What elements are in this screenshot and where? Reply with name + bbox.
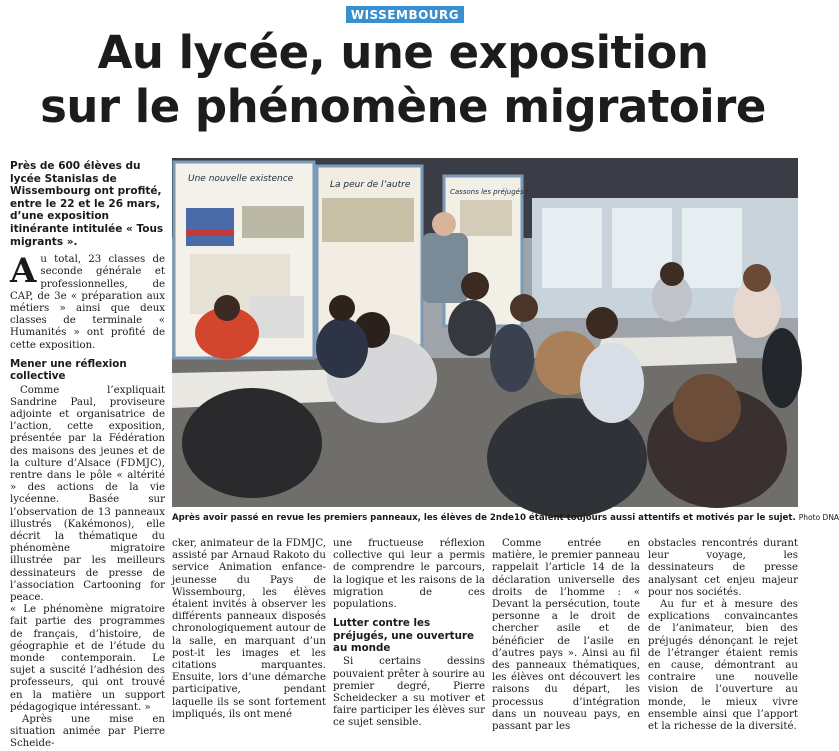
panel-2-title: La peur de l’autre — [330, 180, 411, 190]
column-4 — [492, 538, 640, 733]
column-5-paragraph-1: obstacles rencontrés durant leur voyage, les dessinateurs de presse analysant cet enjeu majeur pour nos sociétés. — [648, 538, 798, 598]
section-title-1: Mener une réflexion collective — [10, 357, 127, 383]
photo-credit: Photo DNA — [798, 513, 839, 522]
section-title-2: Lutter contre les préjugés, une ouverture au monde — [333, 617, 474, 655]
photo-caption — [172, 512, 839, 524]
panel-3-title: Cassons les préjugés ! — [450, 188, 529, 196]
section1-paragraph-3: Après une mise en situation animée par Pierre Scheide- — [10, 714, 165, 750]
article-lead: Près de 600 élèves du lycée Stanislas de Wissembourg ont profité, entre le 22 et le 26 mars, d’une exposition itinérante intitulée « Tous migrants ». — [10, 160, 164, 248]
article-headline — [20, 26, 786, 134]
intro-text: u total, 23 classes de seconde générale et professionnelles, de CAP, de 3e « préparation aux métiers » ainsi que deux classes de terminale « Humanités » ont profité de cette exposition. — [10, 254, 165, 351]
headline-line-1: Au lycée, une exposition — [97, 26, 709, 79]
panel-1-title: Une nouvelle existence — [188, 174, 294, 184]
dropcap: A — [10, 251, 37, 292]
caption-text: Après avoir passé en revue les premiers panneaux, les élèves de 2nde10 étaient toujours aussi attentifs et motivés par le sujet. — [172, 513, 796, 523]
column-5-paragraph-2: Au fur et à mesure des explications convaincantes de l’animateur, bien des préjugés dénonçant le rejet de l’étranger étaient remis en cause, démontrant au contraire une nouvelle vision de l’ouverture au monde, le mieux vivre ensemble ainsi que l’apport et la richesse de la diversité. — [648, 599, 798, 733]
headline-line-2: sur le phénomène migratoire — [40, 80, 766, 133]
column-3-paragraph-2: Si certains dessins pouvaient prêter à sourire au premier degré, Pierre Scheidecker a su motiver et faire participer les élèves sur ce sujet sensible. — [333, 656, 486, 729]
column-1 — [10, 160, 165, 751]
intro-paragraph — [10, 251, 165, 352]
column-5 — [648, 538, 798, 733]
section1-paragraph-2: « Le phénomène migratoire fait partie des programmes de français, d’histoire, de géographie et de l’étude du monde contemporain. Le sujet a suscité l’adhésion des professeurs, qui ont trouvé en la matière un support pédagogique intéressant. » — [10, 604, 165, 713]
column-3-paragraph-1: une fructueuse réflexion collective qui leur a permis de comprendre le parcours, la logique et les raisons de la migration de ces populations. — [333, 538, 485, 611]
column-2-text: cker, animateur de la FDMJC, assisté par Arnaud Rakoto du service Animation enfance-jeunesse du Pays de Wissembourg, les élèves étaient invités à observer les différents panneaux disposés chronologiquement autour de la salle, en marquant d’un post-it les images et les citations marquantes. Ensuite, lors d’une démarche participative, pendant laquelle ils se sont fortement impliqués, ils ont mené — [172, 538, 326, 720]
section1-paragraph-1: Comme l’expliquait Sandrine Paul, proviseure adjointe et organisatrice de l’action, cette exposition, présentée par la Fédération des maisons des jeunes et de la culture d’Alsace (FDMJC), rentre dans le pôle « altérité » des actions de la vie lycéenne. Basée sur l’observation de 13 panneaux illustrés (Kakémonos), elle décrit la thématique du phénomène migratoire illustrée par les meilleurs dessinateurs de presse de l’association Cartooning for peace. — [10, 384, 165, 604]
classroom-photo — [172, 158, 798, 507]
column-3 — [333, 538, 485, 730]
photo-illustration — [172, 158, 798, 507]
column-2 — [172, 538, 326, 721]
column-4-paragraph-1: Comme entrée en matière, le premier panneau rappelait l’article 14 de la déclaration universelle des droits de l’homme : « Devant la persécution, toute personne a le droit de chercher asile et de bénéficier de l’asile en d’autres pays ». Ainsi au fil des panneaux thématiques, les élèves ont découvert les raisons du départ, les processus d’intégration dans un nouveau pays, en passant par les — [492, 538, 640, 733]
section-kicker: WISSEMBOURG — [346, 6, 464, 23]
